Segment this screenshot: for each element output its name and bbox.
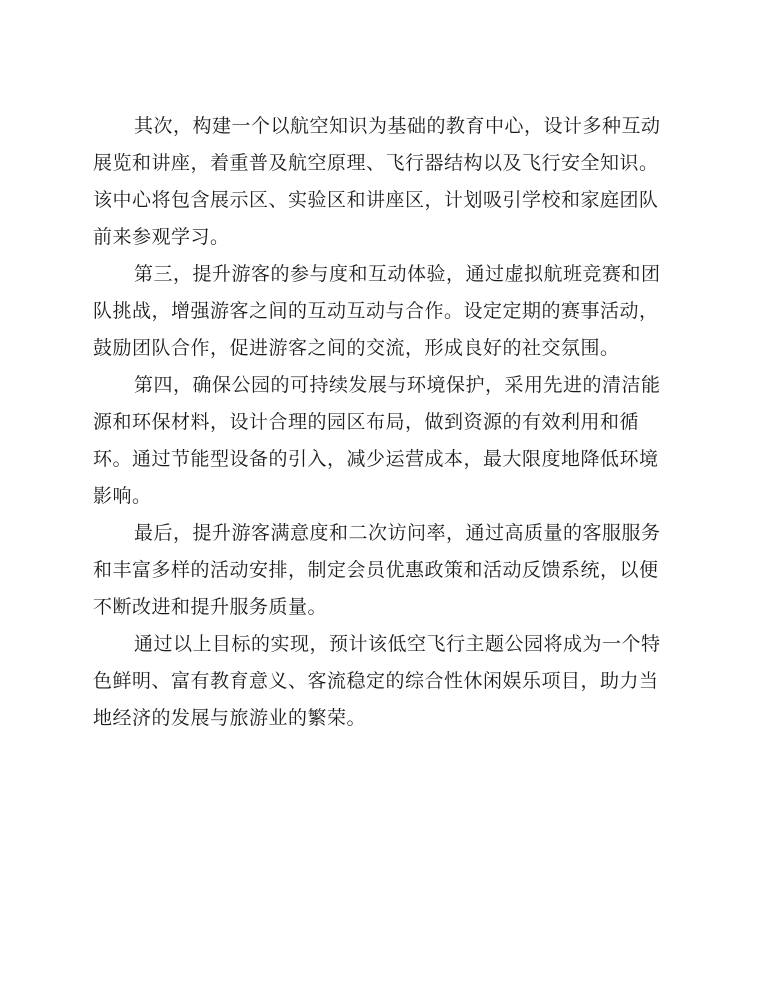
paragraph-line: 影响。: [93, 485, 152, 507]
paragraph-line: 展览和讲座，着重普及航空原理、飞行器结构以及飞行安全知识。: [93, 152, 659, 174]
paragraph-line: 地经济的发展与旅游业的繁荣。: [93, 707, 367, 729]
paragraph-line: 该中心将包含展示区、实验区和讲座区，计划吸引学校和家庭团队: [93, 189, 659, 211]
paragraph-line: 前来参观学习。: [93, 226, 230, 248]
paragraph-line: 环。通过节能型设备的引入，减少运营成本，最大限度地降低环境: [93, 448, 659, 470]
paragraph-line: 第四，确保公园的可持续发展与环境保护，采用先进的清洁能: [134, 374, 661, 396]
paragraph-line: 第三，提升游客的参与度和互动体验，通过虚拟航班竞赛和团: [134, 263, 661, 285]
paragraph-line: 其次，构建一个以航空知识为基础的教育中心，设计多种互动: [134, 115, 661, 137]
paragraph-line: 通过以上目标的实现，预计该低空飞行主题公园将成为一个特: [134, 633, 661, 655]
paragraph-line: 队挑战，增强游客之间的互动互动与合作。设定定期的赛事活动，: [93, 300, 659, 322]
paragraph-line: 不断改进和提升服务质量。: [93, 596, 328, 618]
paragraph-line: 鼓励团队合作，促进游客之间的交流，形成良好的社交氛围。: [93, 337, 620, 359]
paragraph-line: 和丰富多样的活动安排，制定会员优惠政策和活动反馈系统，以便: [93, 559, 659, 581]
paragraph-line: 色鲜明、富有教育意义、客流稳定的综合性休闲娱乐项目，助力当: [93, 670, 659, 692]
paragraph-line: 最后，提升游客满意度和二次访问率，通过高质量的客服服务: [134, 522, 661, 544]
paragraph-line: 源和环保材料，设计合理的园区布局，做到资源的有效利用和循: [93, 411, 640, 433]
